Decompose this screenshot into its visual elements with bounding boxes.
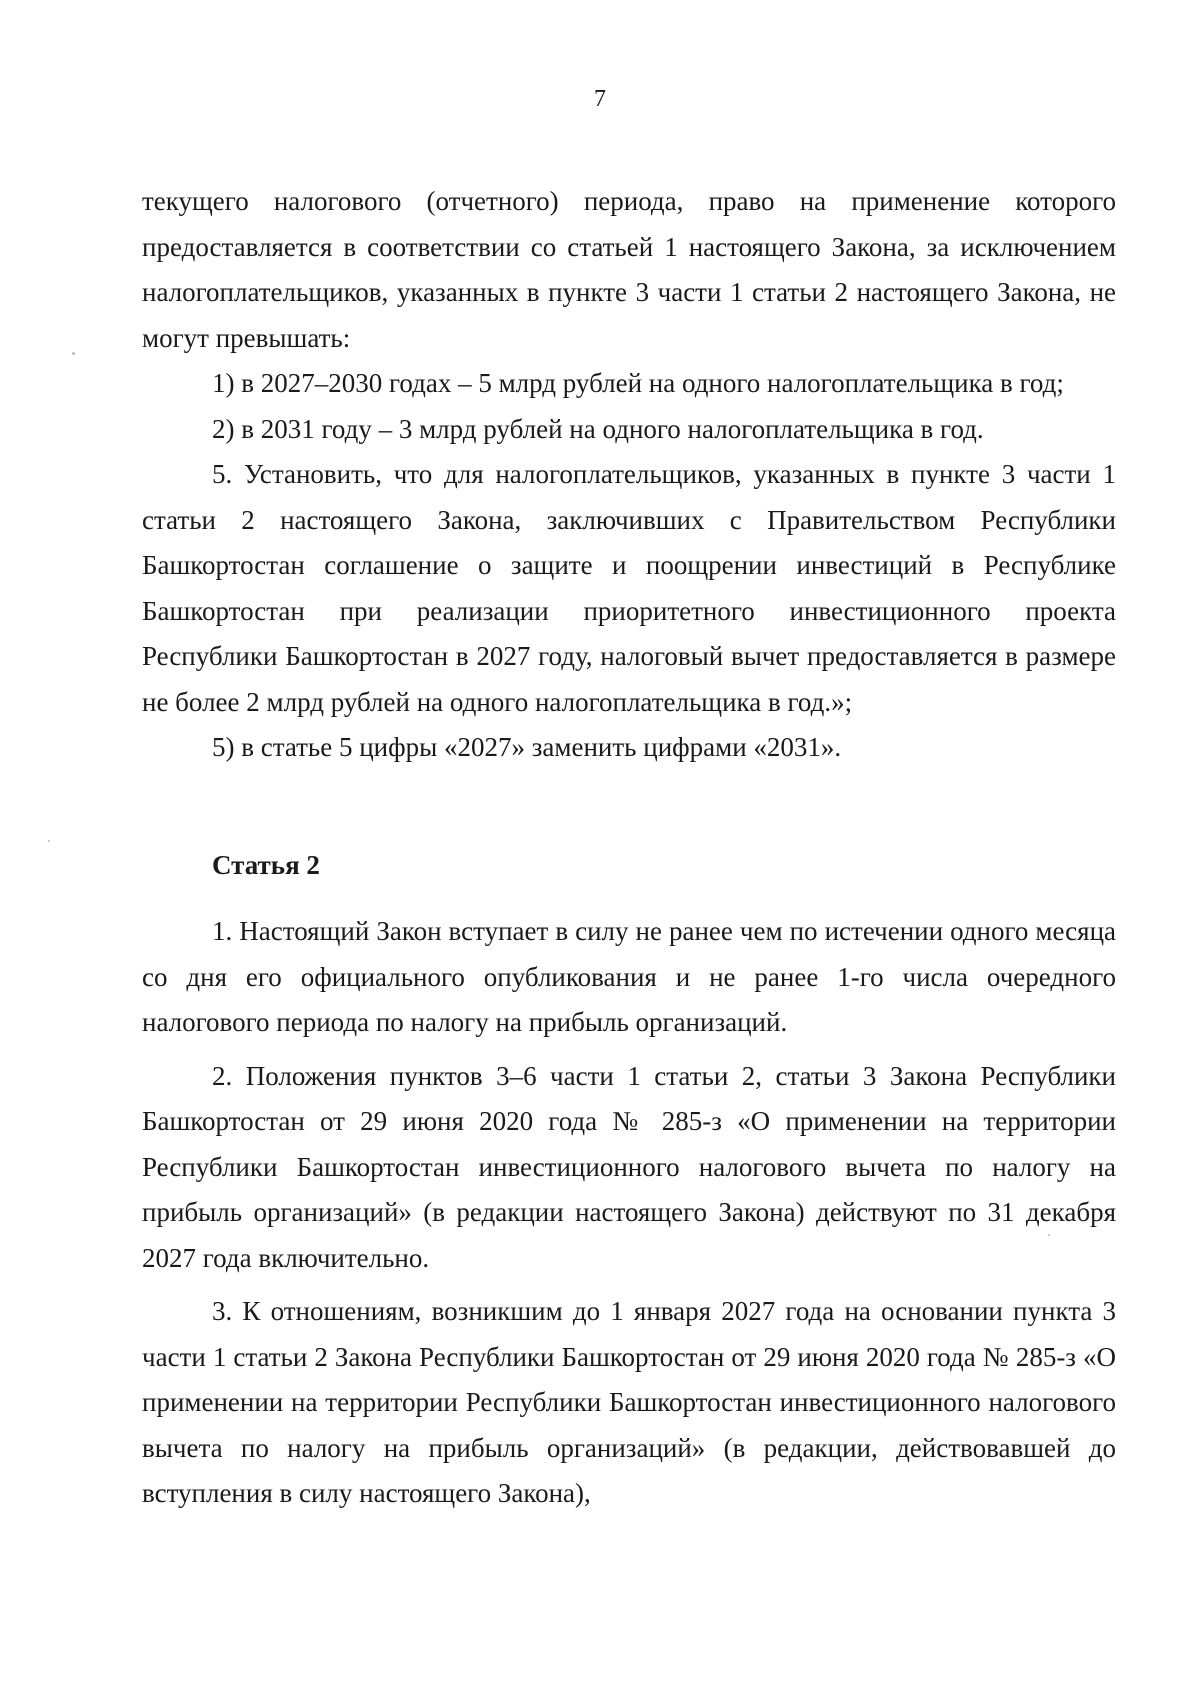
paragraph-continuation: текущего налогового (отчетного) периода, право на применение которого предоставляется в соответствии со статьей 1 настоящего Закона, за исключением налогоплательщиков, указанных в пункте 3 части 1 статьи 2 настоящего Закона, не могут превышать: <box>142 186 1116 353</box>
document-body <box>142 179 1116 1517</box>
scan-speck <box>72 352 75 355</box>
scan-speck <box>48 840 50 842</box>
article-2-paragraph-2: 2. Положения пунктов 3–6 части 1 статьи 2, статьи 3 Закона Республики Башкортостан от 29 июня 2020 года № 285-з «О применении на территории Республики Башкортостан инвестиционного налогового вычета по налогу на прибыль организаций» (в редакции настоящего Закона) действуют по 31 декабря 2027 года включительно. <box>142 1060 1116 1273</box>
list-item-2: 2) в 2031 году – 3 млрд рублей на одного налогоплательщика в год. <box>212 413 984 444</box>
paragraph-point-5: 5. Установить, что для налогоплательщиков, указанных в пункте 3 части 1 статьи 2 настоящего Закона, заключивших с Правительством Республики Башкортостан соглашение о защите и поощрении инвестиций в Республике Башкортостан при реализации приоритетного инвестиционного проекта Республики Башкортостан в 2027 году, налоговый вычет предоставляется в размере не более 2 млрд рублей на одного налогоплательщика в год.»; <box>142 459 1116 717</box>
list-item-1: 1) в 2027–2030 годах – 5 млрд рублей на одного налогоплательщика в год; <box>212 368 1064 398</box>
article-2-paragraph-1: 1. Настоящий Закон вступает в силу не ранее чем по истечении одного месяца со дня его официального опубликования и не ранее 1-го числа очередного налогового периода по налогу на прибыль организаций. <box>142 916 1116 1037</box>
article-heading: Статья 2 <box>212 849 320 880</box>
page-number: 7 <box>594 86 606 112</box>
article-2-paragraph-3: 3. К отношениям, возникшим до 1 января 2027 года на основании пункта 3 части 1 статьи 2 Закона Республики Башкортостан от 29 июня 2020 года № 285-з «О применении на территории Республики Башкортостан инвестиционного налогового вычета по налогу на прибыль организаций» (в редакции, действовавшей до вступления в силу настоящего Закона), <box>142 1296 1116 1508</box>
amendment-item-5: 5) в статье 5 цифры «2027» заменить цифрами «2031». <box>212 732 842 762</box>
scan-speck <box>1048 1234 1050 1236</box>
